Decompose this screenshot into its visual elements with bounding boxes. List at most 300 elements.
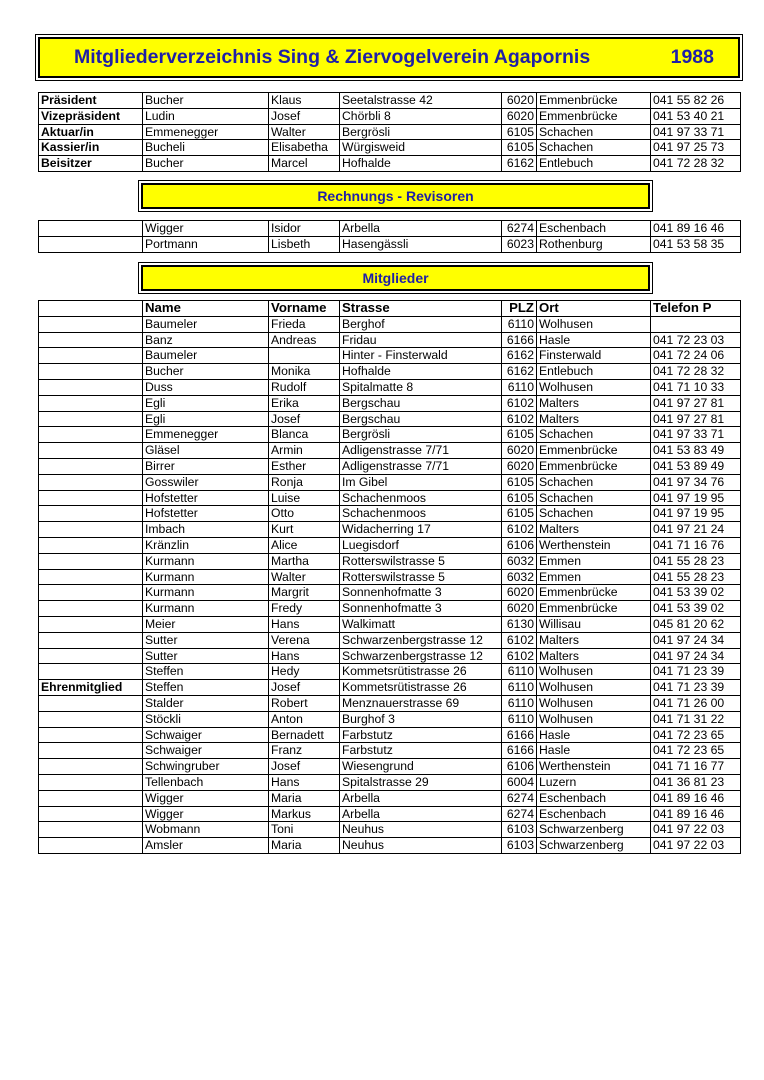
plz-cell: 6032 (502, 569, 537, 585)
role-cell (39, 743, 143, 759)
table-row (39, 236, 741, 252)
plz-cell: 6103 (502, 822, 537, 838)
plz-cell: 6105 (502, 427, 537, 443)
role-cell (39, 506, 143, 522)
plz-cell: 6166 (502, 727, 537, 743)
table-header-row (39, 301, 741, 317)
strasse-cell: Arbella (340, 806, 502, 822)
telefon-cell: 041 97 21 24 (651, 522, 741, 538)
table-row (39, 443, 741, 459)
strasse-cell: Hofhalde (340, 364, 502, 380)
name-cell: Banz (143, 332, 269, 348)
plz-cell: 6105 (502, 140, 537, 156)
role-cell: Ehrenmitglied (39, 680, 143, 696)
ort-cell: Willisau (537, 616, 651, 632)
name-cell: Hofstetter (143, 506, 269, 522)
name-cell: Egli (143, 411, 269, 427)
plz-cell: 6274 (502, 221, 537, 237)
vorname-cell: Isidor (269, 221, 340, 237)
strasse-cell: Kommetsrütistrasse 26 (340, 664, 502, 680)
column-header: Name (143, 301, 269, 317)
vorname-cell: Ronja (269, 474, 340, 490)
plz-cell: 6023 (502, 236, 537, 252)
plz-cell: 6162 (502, 348, 537, 364)
vorname-cell: Hedy (269, 664, 340, 680)
role-cell (39, 648, 143, 664)
name-cell: Bucher (143, 93, 269, 109)
plz-cell: 6105 (502, 490, 537, 506)
plz-cell: 6102 (502, 395, 537, 411)
ort-cell: Wolhusen (537, 680, 651, 696)
mitglieder-heading: Mitglieder (362, 270, 429, 286)
role-cell (39, 411, 143, 427)
table-row (39, 124, 741, 140)
strasse-cell: Neuhus (340, 838, 502, 854)
vorname-cell: Markus (269, 806, 340, 822)
strasse-cell: Schwarzenbergstrasse 12 (340, 632, 502, 648)
role-cell (39, 569, 143, 585)
name-cell: Stöckli (143, 711, 269, 727)
role-cell (39, 236, 143, 252)
role-cell (39, 221, 143, 237)
role-cell (39, 711, 143, 727)
plz-cell: 6162 (502, 364, 537, 380)
vorname-cell: Esther (269, 458, 340, 474)
vorname-cell: Margrit (269, 585, 340, 601)
role-cell (39, 379, 143, 395)
table-row (39, 790, 741, 806)
plz-cell: 6274 (502, 790, 537, 806)
name-cell: Kränzlin (143, 537, 269, 553)
table-row (39, 553, 741, 569)
role-cell (39, 632, 143, 648)
name-cell: Schwingruber (143, 759, 269, 775)
ort-cell: Wolhusen (537, 664, 651, 680)
vorname-cell: Maria (269, 838, 340, 854)
telefon-cell: 041 89 16 46 (651, 790, 741, 806)
ort-cell: Malters (537, 395, 651, 411)
table-row (39, 140, 741, 156)
table-row (39, 316, 741, 332)
vorname-cell: Maria (269, 790, 340, 806)
name-cell: Amsler (143, 838, 269, 854)
table-row (39, 93, 741, 109)
telefon-cell: 041 71 26 00 (651, 695, 741, 711)
role-cell (39, 490, 143, 506)
plz-cell: 6166 (502, 332, 537, 348)
vorname-cell: Josef (269, 759, 340, 775)
ort-cell: Malters (537, 648, 651, 664)
column-header: PLZ (502, 301, 537, 317)
document-year: 1988 (670, 46, 714, 68)
plz-cell: 6004 (502, 774, 537, 790)
vorname-cell: Martha (269, 553, 340, 569)
vorname-cell: Verena (269, 632, 340, 648)
plz-cell: 6274 (502, 806, 537, 822)
plz-cell: 6020 (502, 458, 537, 474)
strasse-cell: Berghof (340, 316, 502, 332)
vorname-cell: Luise (269, 490, 340, 506)
telefon-cell: 041 72 28 32 (651, 364, 741, 380)
strasse-cell: Kommetsrütistrasse 26 (340, 680, 502, 696)
telefon-cell: 041 71 31 22 (651, 711, 741, 727)
strasse-cell: Schachenmoos (340, 506, 502, 522)
plz-cell: 6110 (502, 379, 537, 395)
telefon-cell: 041 55 28 23 (651, 569, 741, 585)
vorname-cell: Bernadett (269, 727, 340, 743)
role-cell (39, 427, 143, 443)
role-cell (39, 364, 143, 380)
telefon-cell: 041 36 81 23 (651, 774, 741, 790)
vorname-cell: Josef (269, 680, 340, 696)
column-header: Ort (537, 301, 651, 317)
telefon-cell: 041 71 16 76 (651, 537, 741, 553)
name-cell: Schwaiger (143, 743, 269, 759)
table-row (39, 411, 741, 427)
plz-cell: 6162 (502, 156, 537, 172)
vorname-cell: Lisbeth (269, 236, 340, 252)
vorname-cell: Marcel (269, 156, 340, 172)
role-cell (39, 443, 143, 459)
plz-cell: 6032 (502, 553, 537, 569)
column-header: Vorname (269, 301, 340, 317)
telefon-cell: 041 72 23 65 (651, 727, 741, 743)
name-cell: Wigger (143, 790, 269, 806)
table-row (39, 601, 741, 617)
vorname-cell: Klaus (269, 93, 340, 109)
table-row (39, 506, 741, 522)
telefon-cell (651, 316, 741, 332)
table-row (39, 427, 741, 443)
vorname-cell: Blanca (269, 427, 340, 443)
strasse-cell: Seetalstrasse 42 (340, 93, 502, 109)
vorname-cell: Toni (269, 822, 340, 838)
strasse-cell: Im Gibel (340, 474, 502, 490)
telefon-cell: 041 97 24 34 (651, 632, 741, 648)
revisoren-heading: Rechnungs - Revisoren (317, 188, 474, 204)
strasse-cell: Spitalmatte 8 (340, 379, 502, 395)
role-cell (39, 774, 143, 790)
name-cell: Schwaiger (143, 727, 269, 743)
name-cell: Sutter (143, 648, 269, 664)
ort-cell: Schachen (537, 140, 651, 156)
ort-cell: Malters (537, 632, 651, 648)
ort-cell: Eschenbach (537, 806, 651, 822)
telefon-cell: 041 72 23 03 (651, 332, 741, 348)
table-row (39, 490, 741, 506)
table-row (39, 632, 741, 648)
role-cell (39, 553, 143, 569)
name-cell: Steffen (143, 664, 269, 680)
telefon-cell: 041 53 39 02 (651, 585, 741, 601)
vorname-cell (269, 348, 340, 364)
telefon-cell: 041 53 39 02 (651, 601, 741, 617)
table-row (39, 474, 741, 490)
vorname-cell: Otto (269, 506, 340, 522)
role-cell (39, 806, 143, 822)
strasse-cell: Farbstutz (340, 743, 502, 759)
plz-cell: 6110 (502, 664, 537, 680)
name-cell: Duss (143, 379, 269, 395)
ort-cell: Emmenbrücke (537, 458, 651, 474)
telefon-cell: 041 55 82 26 (651, 93, 741, 109)
strasse-cell: Neuhus (340, 822, 502, 838)
name-cell: Meier (143, 616, 269, 632)
revisoren-banner (141, 183, 650, 209)
telefon-cell: 041 53 83 49 (651, 443, 741, 459)
vorname-cell: Alice (269, 537, 340, 553)
ort-cell: Hasle (537, 332, 651, 348)
plz-cell: 6103 (502, 838, 537, 854)
strasse-cell: Fridau (340, 332, 502, 348)
ort-cell: Finsterwald (537, 348, 651, 364)
plz-cell: 6166 (502, 743, 537, 759)
ort-cell: Entlebuch (537, 364, 651, 380)
plz-cell: 6102 (502, 522, 537, 538)
name-cell: Gosswiler (143, 474, 269, 490)
vorname-cell: Hans (269, 616, 340, 632)
name-cell: Imbach (143, 522, 269, 538)
vorname-cell: Kurt (269, 522, 340, 538)
table-row (39, 364, 741, 380)
vorname-cell: Monika (269, 364, 340, 380)
revisoren-table (38, 220, 741, 253)
telefon-cell: 041 71 23 39 (651, 664, 741, 680)
role-cell (39, 474, 143, 490)
ort-cell: Luzern (537, 774, 651, 790)
role-cell (39, 522, 143, 538)
ort-cell: Emmenbrücke (537, 585, 651, 601)
strasse-cell: Bergschau (340, 411, 502, 427)
plz-cell: 6130 (502, 616, 537, 632)
role-cell (39, 395, 143, 411)
plz-cell: 6020 (502, 93, 537, 109)
table-row (39, 156, 741, 172)
strasse-cell: Bergschau (340, 395, 502, 411)
title-banner (38, 37, 740, 78)
table-row (39, 806, 741, 822)
strasse-cell: Sonnenhofmatte 3 (340, 601, 502, 617)
role-cell (39, 727, 143, 743)
plz-cell: 6110 (502, 316, 537, 332)
role-cell (39, 664, 143, 680)
role-cell (39, 790, 143, 806)
strasse-cell: Würgisweid (340, 140, 502, 156)
column-header: Strasse (340, 301, 502, 317)
vorname-cell: Robert (269, 695, 340, 711)
strasse-cell: Hasengässli (340, 236, 502, 252)
plz-cell: 6110 (502, 680, 537, 696)
role-cell (39, 822, 143, 838)
table-row (39, 774, 741, 790)
strasse-cell: Rotterswilstrasse 5 (340, 553, 502, 569)
role-cell (39, 695, 143, 711)
role-cell (39, 316, 143, 332)
plz-cell: 6105 (502, 124, 537, 140)
vorname-cell: Fredy (269, 601, 340, 617)
telefon-cell: 041 53 40 21 (651, 108, 741, 124)
vorname-cell: Frieda (269, 316, 340, 332)
name-cell: Gläsel (143, 443, 269, 459)
telefon-cell: 041 53 58 35 (651, 236, 741, 252)
telefon-cell: 041 89 16 46 (651, 221, 741, 237)
ort-cell: Wolhusen (537, 711, 651, 727)
name-cell: Stalder (143, 695, 269, 711)
plz-cell: 6020 (502, 601, 537, 617)
name-cell: Kurmann (143, 553, 269, 569)
name-cell: Bucher (143, 364, 269, 380)
column-header: Telefon P (651, 301, 741, 317)
ort-cell: Wolhusen (537, 379, 651, 395)
name-cell: Emmenegger (143, 427, 269, 443)
telefon-cell: 041 97 33 71 (651, 124, 741, 140)
telefon-cell: 041 71 10 33 (651, 379, 741, 395)
role-cell (39, 537, 143, 553)
telefon-cell: 041 97 33 71 (651, 427, 741, 443)
ort-cell: Emmenbrücke (537, 443, 651, 459)
table-row (39, 743, 741, 759)
name-cell: Birrer (143, 458, 269, 474)
ort-cell: Schachen (537, 506, 651, 522)
role-cell (39, 838, 143, 854)
ort-cell: Wolhusen (537, 316, 651, 332)
ort-cell: Hasle (537, 727, 651, 743)
role-cell: Aktuar/in (39, 124, 143, 140)
role-cell (39, 759, 143, 775)
telefon-cell: 045 81 20 62 (651, 616, 741, 632)
table-row (39, 759, 741, 775)
name-cell: Bucher (143, 156, 269, 172)
ort-cell: Malters (537, 411, 651, 427)
strasse-cell: Farbstutz (340, 727, 502, 743)
table-row (39, 379, 741, 395)
telefon-cell: 041 71 23 39 (651, 680, 741, 696)
plz-cell: 6020 (502, 585, 537, 601)
name-cell: Egli (143, 395, 269, 411)
name-cell: Sutter (143, 632, 269, 648)
table-row (39, 569, 741, 585)
table-row (39, 332, 741, 348)
plz-cell: 6105 (502, 506, 537, 522)
telefon-cell: 041 97 27 81 (651, 395, 741, 411)
role-cell (39, 616, 143, 632)
vorname-cell: Rudolf (269, 379, 340, 395)
telefon-cell: 041 97 22 03 (651, 838, 741, 854)
role-cell: Präsident (39, 93, 143, 109)
table-row (39, 680, 741, 696)
ort-cell: Emmen (537, 569, 651, 585)
name-cell: Ludin (143, 108, 269, 124)
vorname-cell: Erika (269, 395, 340, 411)
strasse-cell: Bergrösli (340, 427, 502, 443)
telefon-cell: 041 97 19 95 (651, 506, 741, 522)
plz-cell: 6110 (502, 711, 537, 727)
vorname-cell: Walter (269, 569, 340, 585)
name-cell: Emmenegger (143, 124, 269, 140)
table-row (39, 648, 741, 664)
table-row (39, 585, 741, 601)
strasse-cell: Chörbli 8 (340, 108, 502, 124)
telefon-cell: 041 53 89 49 (651, 458, 741, 474)
role-cell: Kassier/in (39, 140, 143, 156)
plz-cell: 6106 (502, 537, 537, 553)
telefon-cell: 041 97 25 73 (651, 140, 741, 156)
name-cell: Hofstetter (143, 490, 269, 506)
strasse-cell: Luegisdorf (340, 537, 502, 553)
table-row (39, 616, 741, 632)
plz-cell: 6020 (502, 108, 537, 124)
telefon-cell: 041 97 34 76 (651, 474, 741, 490)
table-row (39, 348, 741, 364)
strasse-cell: Burghof 3 (340, 711, 502, 727)
table-row (39, 395, 741, 411)
vorname-cell: Josef (269, 108, 340, 124)
ort-cell: Rothenburg (537, 236, 651, 252)
name-cell: Tellenbach (143, 774, 269, 790)
ort-cell: Emmenbrücke (537, 93, 651, 109)
ort-cell: Entlebuch (537, 156, 651, 172)
strasse-cell: Adligenstrasse 7/71 (340, 458, 502, 474)
members-table (38, 300, 741, 854)
vorname-cell: Hans (269, 774, 340, 790)
strasse-cell: Hinter - Finsterwald (340, 348, 502, 364)
ort-cell: Schachen (537, 124, 651, 140)
telefon-cell: 041 89 16 46 (651, 806, 741, 822)
strasse-cell: Hofhalde (340, 156, 502, 172)
vorname-cell: Walter (269, 124, 340, 140)
telefon-cell: 041 72 28 32 (651, 156, 741, 172)
role-cell (39, 458, 143, 474)
name-cell: Baumeler (143, 348, 269, 364)
ort-cell: Emmenbrücke (537, 108, 651, 124)
name-cell: Wigger (143, 806, 269, 822)
strasse-cell: Walkimatt (340, 616, 502, 632)
vorname-cell: Anton (269, 711, 340, 727)
table-row (39, 221, 741, 237)
plz-cell: 6105 (502, 474, 537, 490)
ort-cell: Eschenbach (537, 790, 651, 806)
vorname-cell: Elisabetha (269, 140, 340, 156)
name-cell: Wigger (143, 221, 269, 237)
vorname-cell: Armin (269, 443, 340, 459)
strasse-cell: Arbella (340, 221, 502, 237)
name-cell: Steffen (143, 680, 269, 696)
strasse-cell: Menznauerstrasse 69 (340, 695, 502, 711)
plz-cell: 6102 (502, 632, 537, 648)
plz-cell: 6020 (502, 443, 537, 459)
telefon-cell: 041 71 16 77 (651, 759, 741, 775)
strasse-cell: Arbella (340, 790, 502, 806)
document-title: Mitgliederverzeichnis Sing & Ziervogelverein Agapornis (74, 46, 591, 68)
telefon-cell: 041 72 24 06 (651, 348, 741, 364)
role-cell (39, 348, 143, 364)
role-cell (39, 601, 143, 617)
ort-cell: Emmen (537, 553, 651, 569)
telefon-cell: 041 97 22 03 (651, 822, 741, 838)
vorname-cell: Franz (269, 743, 340, 759)
plz-cell: 6102 (502, 411, 537, 427)
name-cell: Wobmann (143, 822, 269, 838)
ort-cell: Schwarzenberg (537, 822, 651, 838)
telefon-cell: 041 72 23 65 (651, 743, 741, 759)
name-cell: Kurmann (143, 601, 269, 617)
vorname-cell: Andreas (269, 332, 340, 348)
strasse-cell: Spitalstrasse 29 (340, 774, 502, 790)
ort-cell: Emmenbrücke (537, 601, 651, 617)
table-row (39, 522, 741, 538)
plz-cell: 6110 (502, 695, 537, 711)
strasse-cell: Wiesengrund (340, 759, 502, 775)
